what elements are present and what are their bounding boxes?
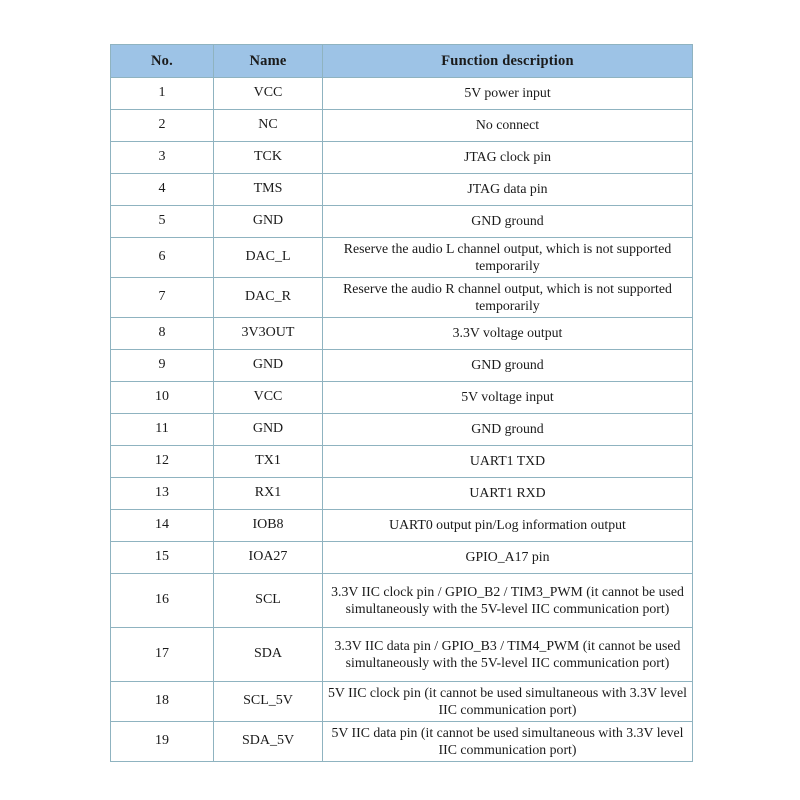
cell-pin-description: UART0 output pin/Log information output xyxy=(323,510,693,542)
table-row xyxy=(111,510,693,542)
cell-pin-description: 5V voltage input xyxy=(323,382,693,414)
cell-pin-description: 3.3V IIC clock pin / GPIO_B2 / TIM3_PWM (it cannot be used simultaneously with the 5V-level IIC communication port) xyxy=(323,574,693,628)
cell-pin-description: GPIO_A17 pin xyxy=(323,542,693,574)
table-row xyxy=(111,574,693,628)
cell-pin-description: No connect xyxy=(323,110,693,142)
table-header-row xyxy=(111,45,693,78)
cell-pin-description: JTAG clock pin xyxy=(323,142,693,174)
table-row xyxy=(111,722,693,762)
cell-pin-name: SDA xyxy=(214,628,323,682)
table-row xyxy=(111,682,693,722)
cell-pin-description: Reserve the audio R channel output, which is not supported temporarily xyxy=(323,278,693,318)
table-header xyxy=(111,45,693,78)
cell-pin-description: GND ground xyxy=(323,414,693,446)
column-header-description: Function description xyxy=(323,45,693,78)
cell-pin-name: GND xyxy=(214,414,323,446)
cell-pin-number: 13 xyxy=(111,478,214,510)
pin-definition-table-container xyxy=(110,44,692,762)
cell-pin-name: VCC xyxy=(214,382,323,414)
cell-pin-description: 3.3V voltage output xyxy=(323,318,693,350)
table-row xyxy=(111,206,693,238)
cell-pin-name: SCL xyxy=(214,574,323,628)
cell-pin-name: TCK xyxy=(214,142,323,174)
table-body xyxy=(111,78,693,762)
cell-pin-number: 9 xyxy=(111,350,214,382)
cell-pin-name: SCL_5V xyxy=(214,682,323,722)
cell-pin-name: DAC_R xyxy=(214,278,323,318)
cell-pin-number: 5 xyxy=(111,206,214,238)
table-row xyxy=(111,78,693,110)
cell-pin-description: 5V power input xyxy=(323,78,693,110)
cell-pin-number: 17 xyxy=(111,628,214,682)
cell-pin-description: Reserve the audio L channel output, which is not supported temporarily xyxy=(323,238,693,278)
table-row xyxy=(111,478,693,510)
table-row xyxy=(111,382,693,414)
cell-pin-name: IOB8 xyxy=(214,510,323,542)
cell-pin-number: 18 xyxy=(111,682,214,722)
cell-pin-description: 3.3V IIC data pin / GPIO_B3 / TIM4_PWM (it cannot be used simultaneously with the 5V-level IIC communication port) xyxy=(323,628,693,682)
cell-pin-number: 19 xyxy=(111,722,214,762)
cell-pin-number: 3 xyxy=(111,142,214,174)
column-header-name: Name xyxy=(214,45,323,78)
cell-pin-name: NC xyxy=(214,110,323,142)
cell-pin-number: 1 xyxy=(111,78,214,110)
table-row xyxy=(111,110,693,142)
column-header-no: No. xyxy=(111,45,214,78)
cell-pin-number: 2 xyxy=(111,110,214,142)
cell-pin-number: 12 xyxy=(111,446,214,478)
cell-pin-number: 11 xyxy=(111,414,214,446)
cell-pin-name: 3V3OUT xyxy=(214,318,323,350)
pin-definition-table xyxy=(110,44,693,762)
cell-pin-number: 16 xyxy=(111,574,214,628)
cell-pin-number: 8 xyxy=(111,318,214,350)
cell-pin-number: 6 xyxy=(111,238,214,278)
cell-pin-name: IOA27 xyxy=(214,542,323,574)
cell-pin-name: TX1 xyxy=(214,446,323,478)
table-row xyxy=(111,542,693,574)
cell-pin-number: 14 xyxy=(111,510,214,542)
cell-pin-name: GND xyxy=(214,350,323,382)
cell-pin-number: 7 xyxy=(111,278,214,318)
cell-pin-name: GND xyxy=(214,206,323,238)
table-row xyxy=(111,318,693,350)
cell-pin-number: 4 xyxy=(111,174,214,206)
table-row xyxy=(111,414,693,446)
cell-pin-name: DAC_L xyxy=(214,238,323,278)
table-row xyxy=(111,628,693,682)
cell-pin-description: GND ground xyxy=(323,206,693,238)
table-row xyxy=(111,142,693,174)
cell-pin-name: RX1 xyxy=(214,478,323,510)
table-row xyxy=(111,278,693,318)
cell-pin-name: TMS xyxy=(214,174,323,206)
cell-pin-name: VCC xyxy=(214,78,323,110)
table-row xyxy=(111,238,693,278)
cell-pin-description: UART1 TXD xyxy=(323,446,693,478)
table-row xyxy=(111,350,693,382)
cell-pin-number: 15 xyxy=(111,542,214,574)
cell-pin-description: JTAG data pin xyxy=(323,174,693,206)
table-row xyxy=(111,446,693,478)
cell-pin-name: SDA_5V xyxy=(214,722,323,762)
cell-pin-description: 5V IIC data pin (it cannot be used simultaneous with 3.3V level IIC communication port) xyxy=(323,722,693,762)
cell-pin-description: GND ground xyxy=(323,350,693,382)
cell-pin-description: 5V IIC clock pin (it cannot be used simultaneous with 3.3V level IIC communication port) xyxy=(323,682,693,722)
table-row xyxy=(111,174,693,206)
cell-pin-description: UART1 RXD xyxy=(323,478,693,510)
cell-pin-number: 10 xyxy=(111,382,214,414)
